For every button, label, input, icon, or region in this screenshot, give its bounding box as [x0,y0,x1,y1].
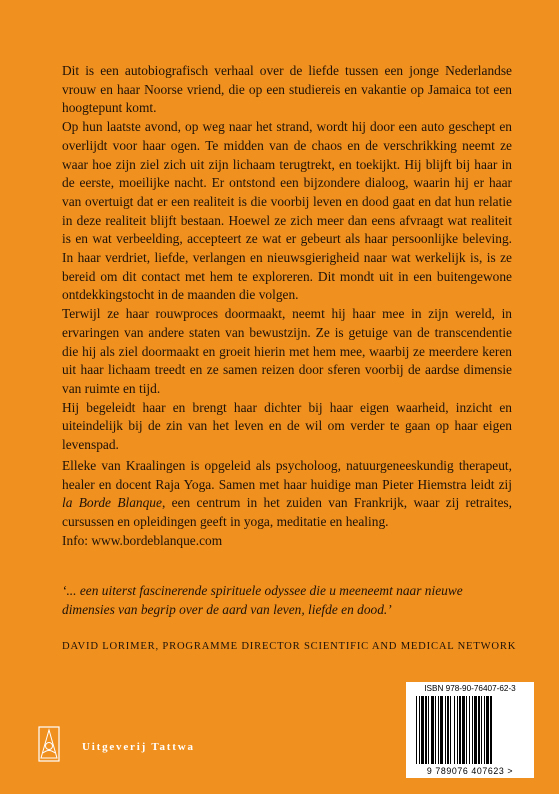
isbn-number: ISBN 978-90-76407-62-3 [424,684,516,693]
publisher-logo-icon [38,726,60,762]
author-bio-text: Elleke van Kraalingen is opgeleid als psycholoog, natuurgeneeskundig therapeut, healer en docent Raja Yoga. Samen met haar huidige man Pieter Hiemstra leidt zij [62,458,512,492]
synopsis-paragraph: Op hun laatste avond, op weg naar het strand, wordt hij door een auto geschept en overlijdt voor haar ogen. Te midden van de chaos en de verschrikking neemt ze waar hoe zijn ziel zich uit zijn lichaam terugtrekt, en toekijkt. Hij blijft bij haar in de eerste, moeilijke nacht. Er ontstond een bijzondere dialoog, waarin hij er haar van overtuigt dat er een realiteit is die voorbij leven en dood gaat en dat hun relatie in deze realiteit blijft bestaan. Hoewel ze zich meer dan eens afvraagt wat realiteit is en wat verbeelding, accepteert ze wat er gebeurt als haar persoonlijke beleving. In haar verdriet, liefde, verlangen en nieuwsgierigheid naar wat werkelijk is, is ze bereid om dit contact met hem te exploreren. Dit mondt uit in een buitengewone ontdekkingstocht in de maanden die volgen. [62,119,512,303]
publisher-name: Uitgeverij Tattwa [82,741,195,753]
barcode-icon [416,696,524,766]
isbn-barcode [406,682,534,778]
author-bio [62,457,512,551]
centre-name: la Borde Blanque [62,495,162,511]
barcode-digits: 9 789076 407623 > [426,766,514,776]
endorsement-quote: ‘... een uiterst fascinerende spirituele odyssee die u meeneemt naar nieuwe dimensies van begrip over de aard van leven, liefde en dood.’ [62,583,463,617]
synopsis-paragraph: Terwijl ze haar rouwproces doormaakt, neemt hij haar mee in zijn wereld, in ervaringen van andere staten van bewustzijn. Ze is getuige van de transcendentie die hij als ziel doormaakt en groeit hierin met hem mee, waarbij ze meerdere keren uit haar lichaam treedt en ze samen reizen door sferen voorbij de aardse dimensie van ruimte en tijd. [62,306,512,396]
synopsis-paragraph: Dit is een autobiografisch verhaal over de liefde tussen een jonge Nederlandse vrouw en haar Noorse vriend, die op een studiereis en vakantie op Jamaica tot een hoogtepunt komt. [62,63,512,116]
synopsis-paragraph: Hij begeleidt haar en brengt haar dichter bij haar eigen waarheid, inzicht en uiteindelijk bij de zin van het leven en de wil om verder te gaan op haar eigen levenspad. [62,399,512,453]
quote-attribution: DAVID LORIMER, PROGRAMME DIRECTOR SCIENTIFIC AND MEDICAL NETWORK [62,641,517,652]
info-line: Info: www.bordeblanque.com [62,532,223,548]
synopsis [62,62,512,455]
author-bio-text-end: , een centrum in het zuiden van Frankrijk, waar zij retraites, cursussen en opleidingen geeft in yoga, meditatie en healing. [62,495,512,530]
author-bio-paragraph [62,457,512,532]
